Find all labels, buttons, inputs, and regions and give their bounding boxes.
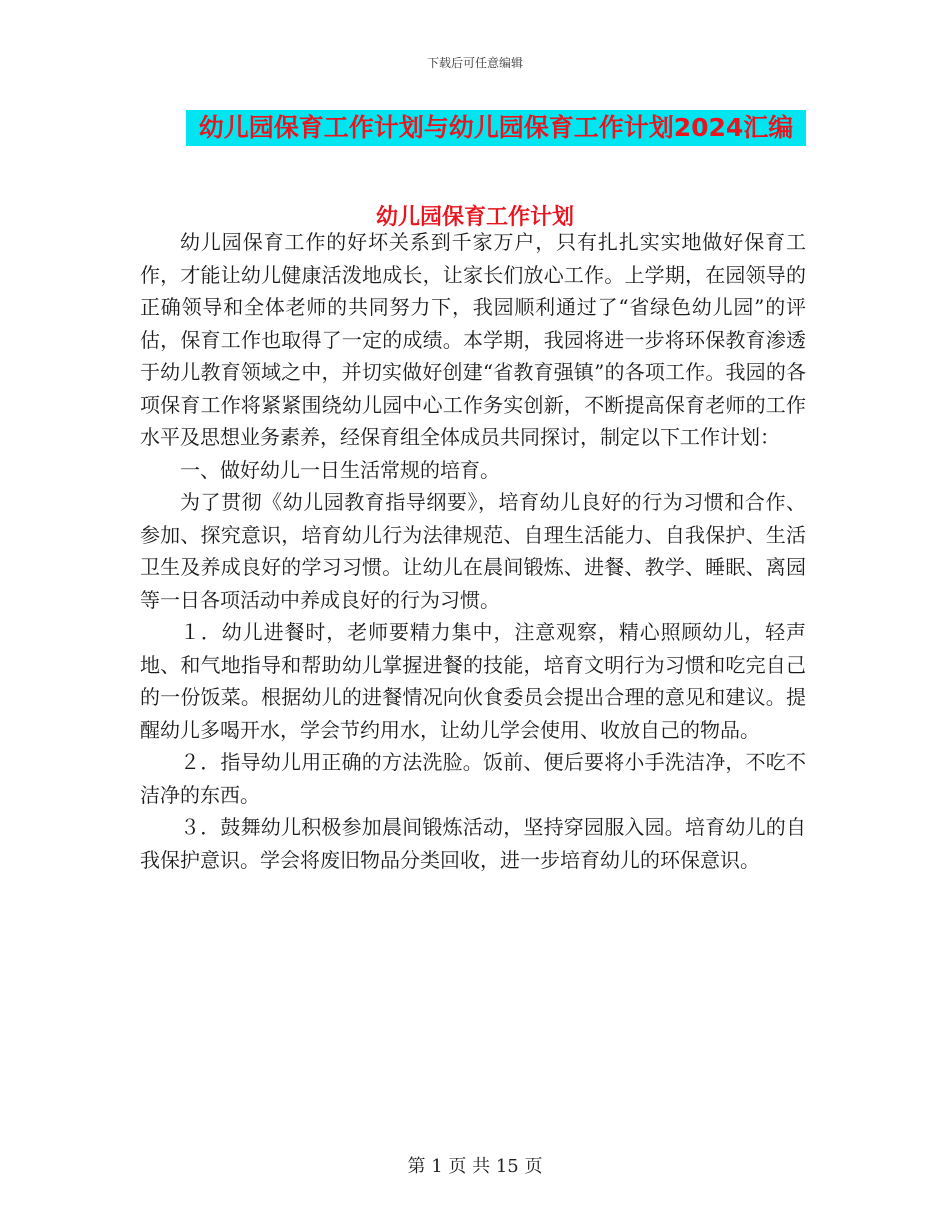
paragraph-guideline: 为了贯彻《幼儿园教育指导纲要》，培育幼儿良好的行为习惯和合作、参加、探究意识，培育幼儿行为法律规范、自理生活能力、自我保护、生活卫生及养成良好的学习习惯。让幼儿在晨间锻炼、进餐、教学、睡眠、离园等一日各项活动中养成良好的行为习惯。 [140,490,806,612]
section-title: 幼儿园保育工作计划 [375,205,574,230]
paragraph-intro: 幼儿园保育工作的好坏关系到千家万户，只有扎扎实实地做好保育工作，才能让幼儿健康活泼地成长，让家长们放心工作。上学期，在园领导的正确领导和全体老师的共同努力下，我园顺利通过了“省绿色幼儿园”的评估，保育工作也取得了一定的成绩。本学期，我园将进一步将环保教育渗透于幼儿教育领域之中，并切实做好创建“省教育强镇”的各项工作。我园的各项保育工作将紧紧围绕幼儿园中心工作务实创新，不断提高保育老师的工作水平及思想业务素养，经保育组全体成员共同探讨，制定以下工作计划： [140,230,806,449]
page-footer: 第 1 页 共 15 页 [407,1156,543,1177]
paragraph-item-1: １．幼儿进餐时，老师要精力集中，注意观察，精心照顾幼儿，轻声地、和气地指导和帮助幼儿掌握进餐的技能，培育文明行为习惯和吃完自己的一份饭菜。根据幼儿的进餐情况向伙食委员会提出合理的意见和建议。提醒幼儿多喝开水，学会节约用水，让幼儿学会使用、收放自己的物品。 [140,620,806,742]
paragraph-heading-1: 一、做好幼儿一日生活常规的培育。 [180,457,500,482]
document-title: 幼儿园保育工作计划与幼儿园保育工作计划2024汇编 [186,110,806,146]
header-note: 下载后可任意编辑 [426,56,523,70]
paragraph-item-3: ３．鼓舞幼儿积极参加晨间锻炼活动，坚持穿园服入园。培育幼儿的自我保护意识。学会将废旧物品分类回收，进一步培育幼儿的环保意识。 [140,815,806,872]
paragraph-item-2: ２．指导幼儿用正确的方法洗脸。饭前、便后要将小手洗洁净，不吃不洁净的东西。 [140,750,806,807]
document-body [140,226,806,876]
